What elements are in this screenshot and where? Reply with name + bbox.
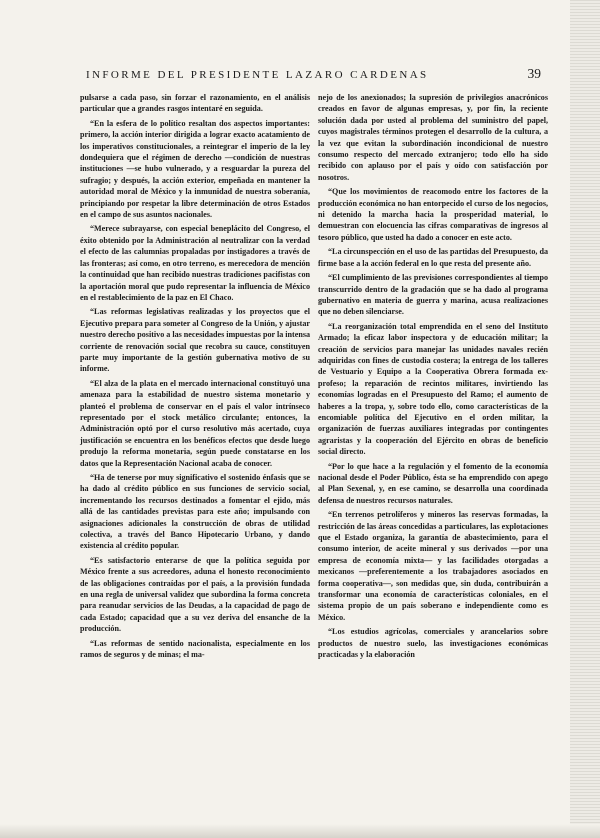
paragraph: “Los estudios agrícolas, comerciales y arancelarios sobre productos de nuestro suelo, las investigaciones económicas practicadas y la elaboración [318,627,548,660]
paragraph: “Merece subrayarse, con especial beneplácito del Congreso, el éxito obtenido por la Administración al neutralizar con la verdad el efecto de las calumnias propaladas por instigadores a través de las fronteras; así como, en otro terreno, es merecedora de mención la continuidad que han recibido nuestras tradiciones pacifistas con la aportación moral que pudo representar la influencia de México en el restablecimiento de la paz en El Chaco. [80,224,310,302]
paragraph: “La circunspección en el uso de las partidas del Presupuesto, da firme base a la acción federal en lo que resta del presente año. [318,247,548,268]
page-number: 39 [527,66,541,81]
paragraph: “En la esfera de lo político resaltan dos aspectos importantes: primero, la acción interior dirigida a lograr exacto acatamiento de los imperativos constitucionales, a reintegrar el imperio de la ley dondequiera que el régimen de derecho —condición de nuestras instituciones —se hubo vulnerado, y a resguardar la pureza del sufragio; y después, la acción exterior, empeñada en mantener la autoridad moral de México y la inmunidad de nuestra soberanía, principiando por respetar la libre determinación de otros Estados en el campo de sus asuntos nacionales. [80,118,310,220]
right-column [318,92,548,664]
paragraph: “Por lo que hace a la regulación y el fomento de la economía nacional desde el Poder Público, ésta se ha emprendido con apego al Plan Sexenal, y, en ese camino, se desarrolla una coordinada defensa de nuestros recursos naturales. [318,461,548,505]
paragraph: “Que los movimientos de reacomodo entre los factores de la producción económica no han entorpecido el curso de los negocios, ni detenido la marcha hacia la prosperidad material, lo demuestran con elocuencia las cifras comparativas de ingresos al tesoro público, que usted ha dado a conocer en este acto. [318,187,548,242]
page-header [86,66,541,82]
left-column [80,92,310,664]
scan-edge-shadow [570,0,600,838]
paragraph: “En terrenos petrolíferos y mineros las reservas formadas, la restricción de las áreas concedidas a particulares, las explotaciones que el Estado organiza, la garantía de abastecimiento, para el consumo interior, de aceite mineral y sus derivados —por una empresa de economía mixta— y las facilidades otorgadas a mexicanos —preferentemente a los trabajadores asociados en forma cooperativa—, son medidas que, sin duda, contribuirán a transformar una economía de características coloniales, en el sistema propio de un país soberano e independiente como es México. [318,510,548,622]
paragraph: nejo de los anexionados; la supresión de privilegios anacrónicos creados en favor de algunas empresas, y, por fin, la reciente solución dada por usted al problema del suministro del papel, cuyos magistrales términos protegen el desarrollo de la cultura, a la vez que evitan la subordinación incondicional de nuestro consumo respecto del mercado extranjero; todo ello ha sido recibido con aplauso por el país y oído con satisfacción por nosotros. [318,93,548,182]
paragraph: “El cumplimiento de las previsiones correspondientes al tiempo transcurrido dentro de la gradación que se ha dado al programa gubernativo en materia de guerra y marina, acusa realizaciones que no deben silenciarse. [318,273,548,317]
running-title: INFORME DEL PRESIDENTE LAZARO CARDENAS [86,69,429,81]
paragraph: “Las reformas legislativas realizadas y los proyectos que el Ejecutivo prepara para someter al Congreso de la Unión, y ajustar nuestro derecho positivo a las necesidades impuestas por la intensa corriente de renovación social que recobra su cauce, constituyen parte muy importante de la gestión gubernativa motivo de su informe. [80,307,311,374]
paragraph: “Es satisfactorio enterarse de que la política seguida por México frente a sus acreedores, aduna el honesto reconocimiento de las obligaciones contraídas por el país, a la provisión fundada en una regla de universal validez que subordina la forma concreta para reanudar servicios de las Deudas, a la capacidad de pago de cada Estado; capacidad que a su vez deriva del ensanche de la producción. [80,555,310,634]
paragraph: “La reorganización total emprendida en el seno del Instituto Armado; la eficaz labor inspectora y de educación militar; la creación de servicios para manejar las unidades navales recién adquiridas con fines de custodia costera; la entrega de los talleres de Vestuario y Equipo a la Cooperativa Obrera formada ex-profeso; la reparación de recintos militares, invirtiendo las economías logradas en el Presupuesto del Ramo; el aumento de haberes a la tropa, y, sobre todo ello, como características de la encomiable política del Ejecutivo en el orden militar, la organización de fuerzas auxiliares integradas por contingentes agraristas y la cooperación del Ejército en obras de beneficio social directo. [318,321,548,457]
paragraph: “Las reformas de sentido nacionalista, especialmente en los ramos de seguros y de minas; el ma- [80,638,310,660]
scan-bottom-shadow [0,824,600,838]
paragraph: “Ha de tenerse por muy significativo el sostenido énfasis que se ha dado al crédito público en sus funciones de servicio social, incrementando los recursos destinados a fomentar el ejido, más allá de las cantidades previstas para este año; impulsando con asignaciones adicionales la construcción de obras de utilidad colectiva, a través del Banco Hipotecario Urbano, y dando existencia al crédito popular. [80,473,310,551]
paragraph: pulsarse a cada paso, sin forzar el razonamiento, en el análisis particular que a grandes rasgos intentaré en seguida. [80,93,310,114]
text-columns [80,92,548,664]
paragraph: “El alza de la plata en el mercado internacional constituyó una amenaza para la estabilidad de nuestro sistema monetario y planteó el problema de conservar en el país el valor intrínseco representado por el stock metálico circulante; entonces, la Administración optó por el curso resolutivo más acertado, cuya justificación se encuentra en los benéficos efectos que desde luego produjo la reforma monetaria, según puede constatarse en los datos que la Representación Nacional acaba de conocer. [80,378,310,468]
